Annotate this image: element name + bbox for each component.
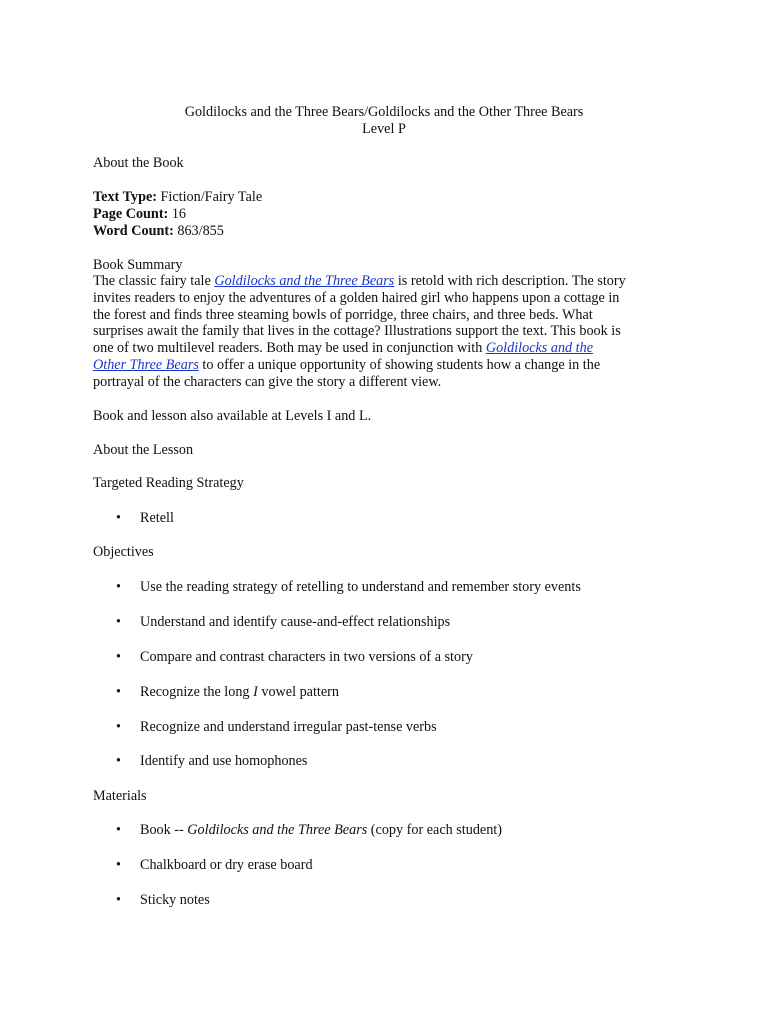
text-type-line [93,189,653,206]
list-item-text: Retell [140,510,174,526]
book-summary-heading: Book Summary [93,257,183,273]
bullet-icon [116,892,140,909]
summary-line [93,340,653,357]
bullet-icon [116,753,140,770]
summary-line [93,357,653,374]
list-item [116,857,313,874]
summary-line [93,273,653,290]
list-item-text: Understand and identify cause-and-effect relationships [140,614,451,630]
list-item [116,614,450,631]
list-item-text: Sticky notes [140,892,210,908]
list-item [116,579,581,596]
list-item [116,753,307,770]
other-three-bears-link-part2[interactable]: Other Three Bears [93,356,199,373]
summary-line: surprises await the family that lives in the cottage? Illustrations support the text. This book is [93,323,621,340]
summary-line: the forest and finds three steaming bowls of porridge, three chairs, and three beds. What [93,306,593,323]
document-level: Level P [362,121,406,137]
word-count-value: 863/855 [177,223,224,239]
bullet-icon [116,822,140,839]
bullet-icon [116,684,140,701]
summary-text: is retold with rich description. The story [394,273,626,289]
about-book-heading: About the Book [93,155,184,171]
list-item-text: Chalkboard or dry erase board [140,857,313,873]
bullet-icon [116,719,140,736]
summary-line: invites readers to enjoy the adventures of a golden haired girl who happens upon a cottage in [93,289,620,306]
goldilocks-three-bears-link[interactable]: Goldilocks and the Three Bears [214,273,395,289]
bullet-icon [116,857,140,874]
text-type-label: Text Type: [93,189,157,205]
book-title: Goldilocks and the Three Bears [187,822,368,838]
bullet-icon [116,510,140,527]
word-count-label: Word Count: [93,223,174,239]
list-item-text: vowel pattern [257,684,339,700]
list-item [116,719,437,736]
list-item-text: (copy for each student) [367,822,502,838]
list-item [116,822,502,839]
list-item-text: Book -- [140,822,188,838]
materials-heading: Materials [93,788,147,804]
list-item-text: Recognize and understand irregular past-tense verbs [140,719,437,735]
objectives-heading: Objectives [93,544,154,560]
reading-strategy-heading: Targeted Reading Strategy [93,475,244,491]
list-item [116,649,473,666]
bullet-icon [116,579,140,596]
book-summary-paragraph [93,273,653,391]
availability-note: Book and lesson also available at Levels I and L. [93,408,372,424]
list-item-text: Use the reading strategy of retelling to understand and remember story events [140,579,581,595]
bullet-icon [116,649,140,666]
document-title: Goldilocks and the Three Bears/Goldilocks and the Other Three Bears [184,104,584,120]
summary-text: one of two multilevel readers. Both may be used in conjunction with [93,340,486,357]
page-count-label: Page Count: [93,206,169,222]
list-item [116,892,210,909]
long-i-letter: I [253,684,258,700]
bullet-icon [116,614,140,631]
text-type-value: Fiction/Fairy Tale [160,189,263,205]
list-item-text: Identify and use homophones [140,753,308,769]
summary-text: The classic fairy tale [93,273,215,289]
page-count-line [93,206,653,223]
list-item-text: Recognize the long [140,684,254,700]
summary-text: to offer a unique opportunity of showing students how a change in the [198,356,601,373]
page-count-value: 16 [171,206,187,222]
about-lesson-heading: About the Lesson [93,442,194,458]
list-item [116,510,174,527]
other-three-bears-link-part1[interactable]: Goldilocks and the [485,340,594,357]
word-count-line [93,223,653,240]
summary-line: portrayal of the characters can give the story a different view. [93,373,442,390]
list-item [116,684,339,701]
list-item-text: Compare and contrast characters in two versions of a story [140,649,473,665]
